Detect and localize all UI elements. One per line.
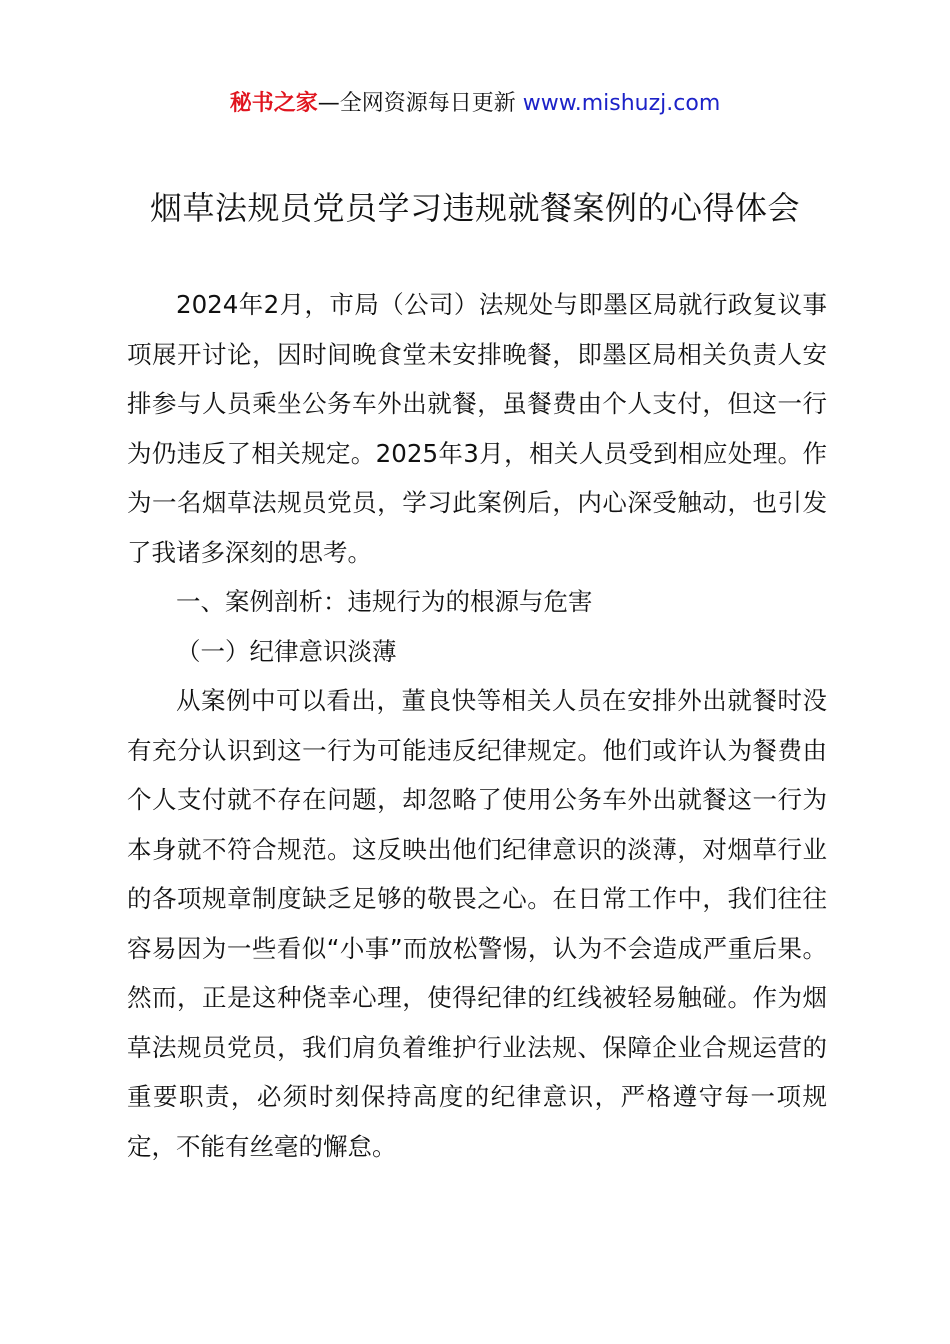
site-url-link[interactable]: www.mishuzj.com	[522, 91, 721, 116]
document-body	[127, 280, 827, 1171]
body-paragraph: 从案例中可以看出，董良快等相关人员在安排外出就餐时没有充分认识到这一行为可能违反纪律规定。他们或许认为餐费由个人支付就不存在问题，却忽略了使用公务车外出就餐这一行为本身就不符合规范。这反映出他们纪律意识的淡薄，对烟草行业的各项规章制度缺乏足够的敬畏之心。在日常工作中，我们往往容易因为一些看似“小事”而放松警惕，认为不会造成严重后果。然而，正是这种侥幸心理，使得纪律的红线被轻易触碰。作为烟草法规员党员，我们肩负着维护行业法规、保障企业合规运营的重要职责，必须时刻保持高度的纪律意识，严格遵守每一项规定，不能有丝毫的懈怠。	[127, 686, 827, 1161]
site-header	[0, 88, 950, 120]
brand-name: 秘书之家	[229, 91, 318, 116]
document-title: 烟草法规员党员学习违规就餐案例的心得体会	[149, 189, 800, 227]
intro-paragraph: 2024年2月，市局（公司）法规处与即墨区局就行政复议事项展开讨论，因时间晚食堂未安排晚餐，即墨区局相关负责人安排参与人员乘坐公务车外出就餐，虽餐费由个人支付，但这一行为仍违反了相关规定。2025年3月，相关人员受到相应处理。作为一名烟草法规员党员，学习此案例后，内心深受触动，也引发了我诸多深刻的思考。	[127, 290, 827, 567]
header-slogan: —全网资源每日更新	[317, 91, 523, 116]
section-heading: 一、案例剖析：违规行为的根源与危害	[176, 587, 593, 616]
subsection-heading: （一）纪律意识淡薄	[176, 636, 397, 666]
